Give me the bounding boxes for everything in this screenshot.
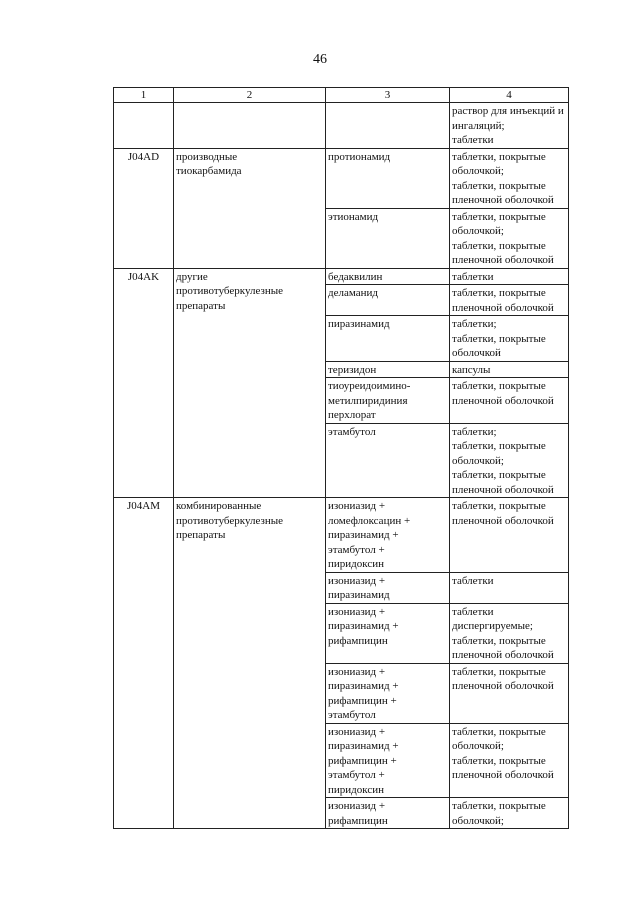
drug-cell: протионамид	[326, 148, 450, 208]
drug-cell	[326, 103, 450, 149]
drug-cell: изониазид + пиразинамид + рифампицин	[326, 603, 450, 663]
column-header: 1	[114, 88, 174, 103]
dosage-forms-cell: капсулы	[450, 361, 569, 378]
dosage-forms-cell: таблетки	[450, 268, 569, 285]
group-name-cell: комбинированные противотуберкулезные препараты	[174, 498, 326, 829]
drug-cell: изониазид + пиразинамид + рифампицин + этамбутол + пиридоксин	[326, 723, 450, 798]
atc-code-cell: J04AD	[114, 148, 174, 268]
column-header: 3	[326, 88, 450, 103]
dosage-forms-cell: таблетки; таблетки, покрытые оболочкой; таблетки, покрытые пленочной оболочкой	[450, 423, 569, 498]
dosage-forms-cell: таблетки, покрытые оболочкой; таблетки, покрытые пленочной оболочкой	[450, 723, 569, 798]
dosage-forms-cell: таблетки, покрытые пленочной оболочкой	[450, 498, 569, 573]
drug-cell: деламанид	[326, 285, 450, 316]
atc-code-cell: J04AK	[114, 268, 174, 498]
table-row	[114, 268, 569, 285]
drug-cell: бедаквилин	[326, 268, 450, 285]
dosage-forms-cell: таблетки, покрытые оболочкой;	[450, 798, 569, 829]
dosage-forms-cell: таблетки, покрытые пленочной оболочкой	[450, 378, 569, 424]
page-number: 46	[313, 52, 327, 67]
column-header: 4	[450, 88, 569, 103]
drug-cell: этамбутол	[326, 423, 450, 498]
drug-table	[113, 87, 569, 829]
table-header-row	[114, 88, 569, 103]
drug-cell: тиоуреидоимино- метилпиридиния перхлорат	[326, 378, 450, 424]
table-row	[114, 148, 569, 208]
continuation-row	[114, 103, 569, 149]
dosage-forms-cell: таблетки, покрытые пленочной оболочкой	[450, 285, 569, 316]
drug-cell: изониазид + пиразинамид	[326, 572, 450, 603]
dosage-forms-cell: раствор для инъекций и ингаляций; таблетки	[450, 103, 569, 149]
code-cell	[114, 103, 174, 149]
column-header: 2	[174, 88, 326, 103]
group-name-cell: производные тиокарбамида	[174, 148, 326, 268]
dosage-forms-cell: таблетки; таблетки, покрытые оболочкой	[450, 316, 569, 362]
table-row	[114, 498, 569, 573]
drug-cell: теризидон	[326, 361, 450, 378]
atc-code-cell: J04AM	[114, 498, 174, 829]
drug-cell: пиразинамид	[326, 316, 450, 362]
dosage-forms-cell: таблетки диспергируемые; таблетки, покрытые пленочной оболочкой	[450, 603, 569, 663]
drug-cell: этионамид	[326, 208, 450, 268]
dosage-forms-cell: таблетки, покрытые пленочной оболочкой	[450, 663, 569, 723]
drug-cell: изониазид + рифампицин	[326, 798, 450, 829]
drug-cell: изониазид + ломефлоксацин + пиразинамид + этамбутол + пиридоксин	[326, 498, 450, 573]
group-name-cell: другие противотуберкулезные препараты	[174, 268, 326, 498]
group-name-cell	[174, 103, 326, 149]
dosage-forms-cell: таблетки, покрытые оболочкой; таблетки, покрытые пленочной оболочкой	[450, 148, 569, 208]
dosage-forms-cell: таблетки	[450, 572, 569, 603]
dosage-forms-cell: таблетки, покрытые оболочкой; таблетки, покрытые пленочной оболочкой	[450, 208, 569, 268]
drug-cell: изониазид + пиразинамид + рифампицин + этамбутол	[326, 663, 450, 723]
